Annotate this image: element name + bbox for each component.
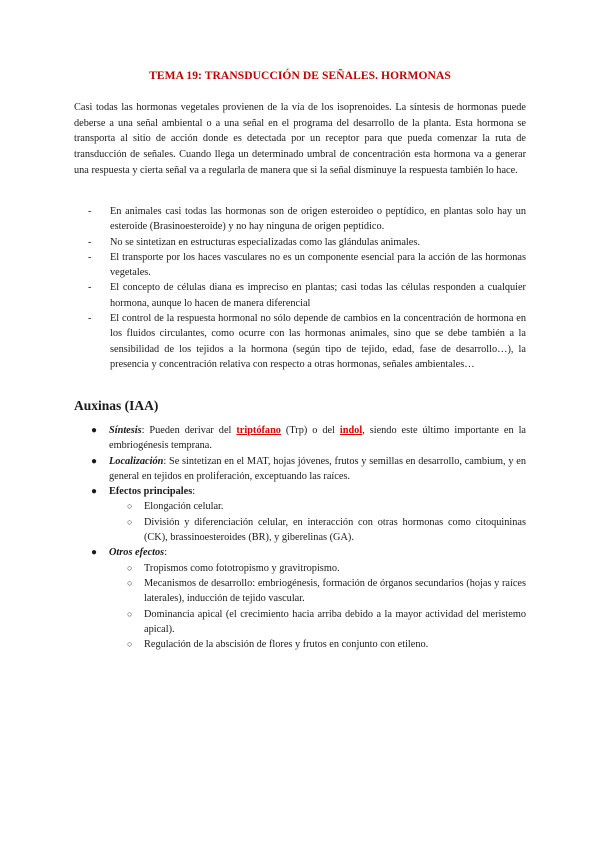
otros-efectos-label: Otros efectos	[109, 547, 165, 559]
list-item: ○ Elongación celular.	[109, 499, 526, 514]
list-item: - No se sintetizan en estructuras especializadas como las glándulas animales.	[88, 235, 526, 250]
intro-paragraph: Casi todas las hormonas vegetales provienen de la vía de los isoprenoides. La síntesis de hormonas puede deberse a una señal ambiental o a una señal en el programa del desarrollo de la planta. Esta hormona se transporta al sitio de acción donde es detectada por un receptor para que pueda comenzar la ruta de transducción de señales. Cuando llega un determinado umbral de concentración esta hormona va a generar una respuesta y cierta señal va a regularla de manera que si la señal disminuye la respuesta también lo hace.	[74, 102, 526, 176]
list-item: - El concepto de células diana es impreciso en plantas; casi todas las células responden a cualquier hormona, aunque lo hacen de manera diferencial	[88, 282, 526, 309]
circle-bullet-icon: ○	[127, 501, 133, 512]
circle-bullet-icon: ○	[127, 639, 133, 650]
localizacion-label: Localización	[109, 455, 164, 467]
bullet-efectos-principales: ● Efectos principales: ○ Elongación celular. ○ División y diferenciación celular, en interacción con otras hormonas como citoquininas (CK), brassinoesteroides (BR), y giberelinas (GA).	[88, 484, 526, 545]
efectos-principales-label: Efectos principales	[109, 486, 193, 498]
circle-bullet-icon: ○	[127, 516, 133, 527]
list-item: - El transporte por los haces vasculares no es un componente esencial para la acción de las hormonas vegetales.	[88, 251, 526, 279]
bullet-dot-icon: ●	[91, 455, 98, 467]
highlight-triptofano: triptófano	[236, 425, 281, 436]
auxinas-bullet-list	[88, 423, 526, 652]
bullet-sintesis: ● Síntesis: Pueden derivar del triptófano (Trp) o del indol, siendo este último importante en la embriogénesis temprana.	[91, 425, 526, 452]
list-item: - En animales casi todas las hormonas son de origen esteroideo o peptídico, en plantas solo hay un esteroide (Brasinoesteroide) y no hay ninguna de origen peptídico.	[88, 206, 526, 233]
list-item: ○ Regulación de la abscisión de flores y frutos en conjunto con etileno.	[109, 637, 526, 652]
bullet-dot-icon: ●	[91, 486, 98, 498]
bullet-dot-icon: ●	[91, 425, 98, 436]
list-item: - El control de la respuesta hormonal no sólo depende de cambios en la concentración de hormona en los fluidos circulantes, como ocurre con las hormonas animales, sino que se debe también a la sensibilidad de los tejidos a la hormona (según tipo de tejido, edad, fase de desarrollo…), la presencia y concentración relativa con respecto a otras hormonas, señales ambientales…	[88, 313, 526, 370]
list-item: ○ División y diferenciación celular, en interacción con otras hormonas como citoquininas (CK), brassinoesteroides (BR), y giberelinas (GA).	[127, 516, 526, 544]
dash-marker: -	[88, 313, 92, 325]
bullet-otros-efectos: ● Otros efectos: ○ Tropismos como fototropismo y gravitropismo. ○ Mecanismos de desarrollo: embriogénesis, formación de órganos secundarios (hojas y raíces laterales), inducción de tejido vascular. ○ Dominancia apical (el crecimiento hacia arriba debido a la mayor actividad del meristemo apical). ○ Regulación de la abscisión de flores y frutos en conjunto con etileno.	[88, 545, 526, 652]
efectos-principales-sublist	[109, 499, 526, 545]
circle-bullet-icon: ○	[127, 577, 133, 588]
list-item: ○ Tropismos como fototropismo y gravitropismo.	[109, 561, 526, 576]
dash-list	[88, 204, 526, 372]
bullet-dot-icon: ●	[91, 547, 98, 559]
dash-marker: -	[88, 282, 92, 294]
circle-bullet-icon: ○	[127, 608, 133, 619]
otros-efectos-sublist	[109, 561, 526, 653]
page-title: TEMA 19: TRANSDUCCIÓN DE SEÑALES. HORMONAS	[149, 70, 451, 82]
dash-marker: -	[88, 251, 92, 263]
bullet-localizacion: ● Localización: Se sintetizan en el MAT, hojas jóvenes, frutos y semillas en desarrollo, cambium, y en general en tejidos en proliferación, exceptuando las raíces.	[91, 455, 526, 482]
circle-bullet-icon: ○	[127, 562, 133, 573]
dash-marker: -	[88, 206, 92, 217]
list-item: ○ Mecanismos de desarrollo: embriogénesis, formación de órganos secundarios (hojas y raíces laterales), inducción de tejido vascular.	[127, 577, 526, 605]
section-heading-auxinas: Auxinas (IAA)	[74, 398, 159, 413]
highlight-indol: indol	[339, 425, 363, 436]
list-item: ○ Dominancia apical (el crecimiento hacia arriba debido a la mayor actividad del meristemo apical).	[127, 608, 526, 635]
sintesis-label: Síntesis	[109, 425, 142, 436]
dash-marker: -	[88, 236, 92, 248]
